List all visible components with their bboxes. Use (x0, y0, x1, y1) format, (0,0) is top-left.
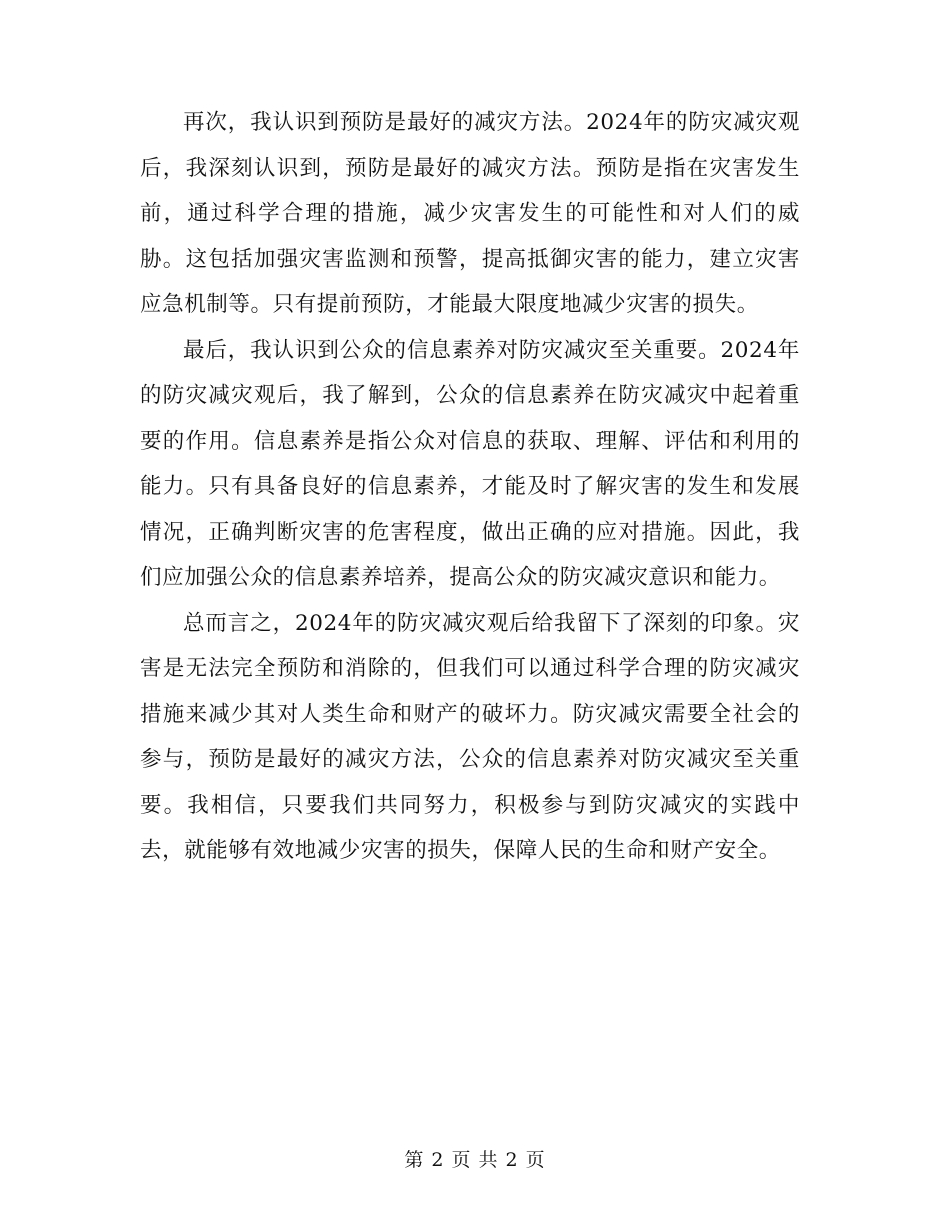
paragraph-conclusion: 总而言之，2024年的防灾减灾观后给我留下了深刻的印象。灾害是无法完全预防和消除的，但我们可以通过科学合理的防灾减灾措施来减少其对人类生命和财产的破坏力。防灾减灾需要全社会的参与，预防是最好的减灾方法，公众的信息素养对防灾减灾至关重要。我相信，只要我们共同努力，积极参与到防灾减灾的实践中去，就能够有效地减少灾害的损失，保障人民的生命和财产安全。 (140, 610, 800, 863)
page-footer (0, 1146, 950, 1174)
paragraph-prevention: 再次，我认识到预防是最好的减灾方法。2024年的防灾减灾观后，我深刻认识到，预防是最好的减灾方法。预防是指在灾害发生前，通过科学合理的措施，减少灾害发生的可能性和对人们的威胁。这包括加强灾害监测和预警，提高抵御灾害的能力，建立灾害应急机制等。只有提前预防，才能最大限度地减少灾害的损失。 (140, 110, 800, 317)
paragraph-information-literacy: 最后，我认识到公众的信息素养对防灾减灾至关重要。2024年的防灾减灾观后，我了解到，公众的信息素养在防灾减灾中起着重要的作用。信息素养是指公众对信息的获取、理解、评估和利用的能力。只有具备良好的信息素养，才能及时了解灾害的发生和发展情况，正确判断灾害的危害程度，做出正确的应对措施。因此，我们应加强公众的信息素养培养，提高公众的防灾减灾意识和能力。 (140, 337, 800, 590)
document-body (140, 100, 800, 874)
page-number-label: 第 2 页 共 2 页 (404, 1149, 546, 1171)
